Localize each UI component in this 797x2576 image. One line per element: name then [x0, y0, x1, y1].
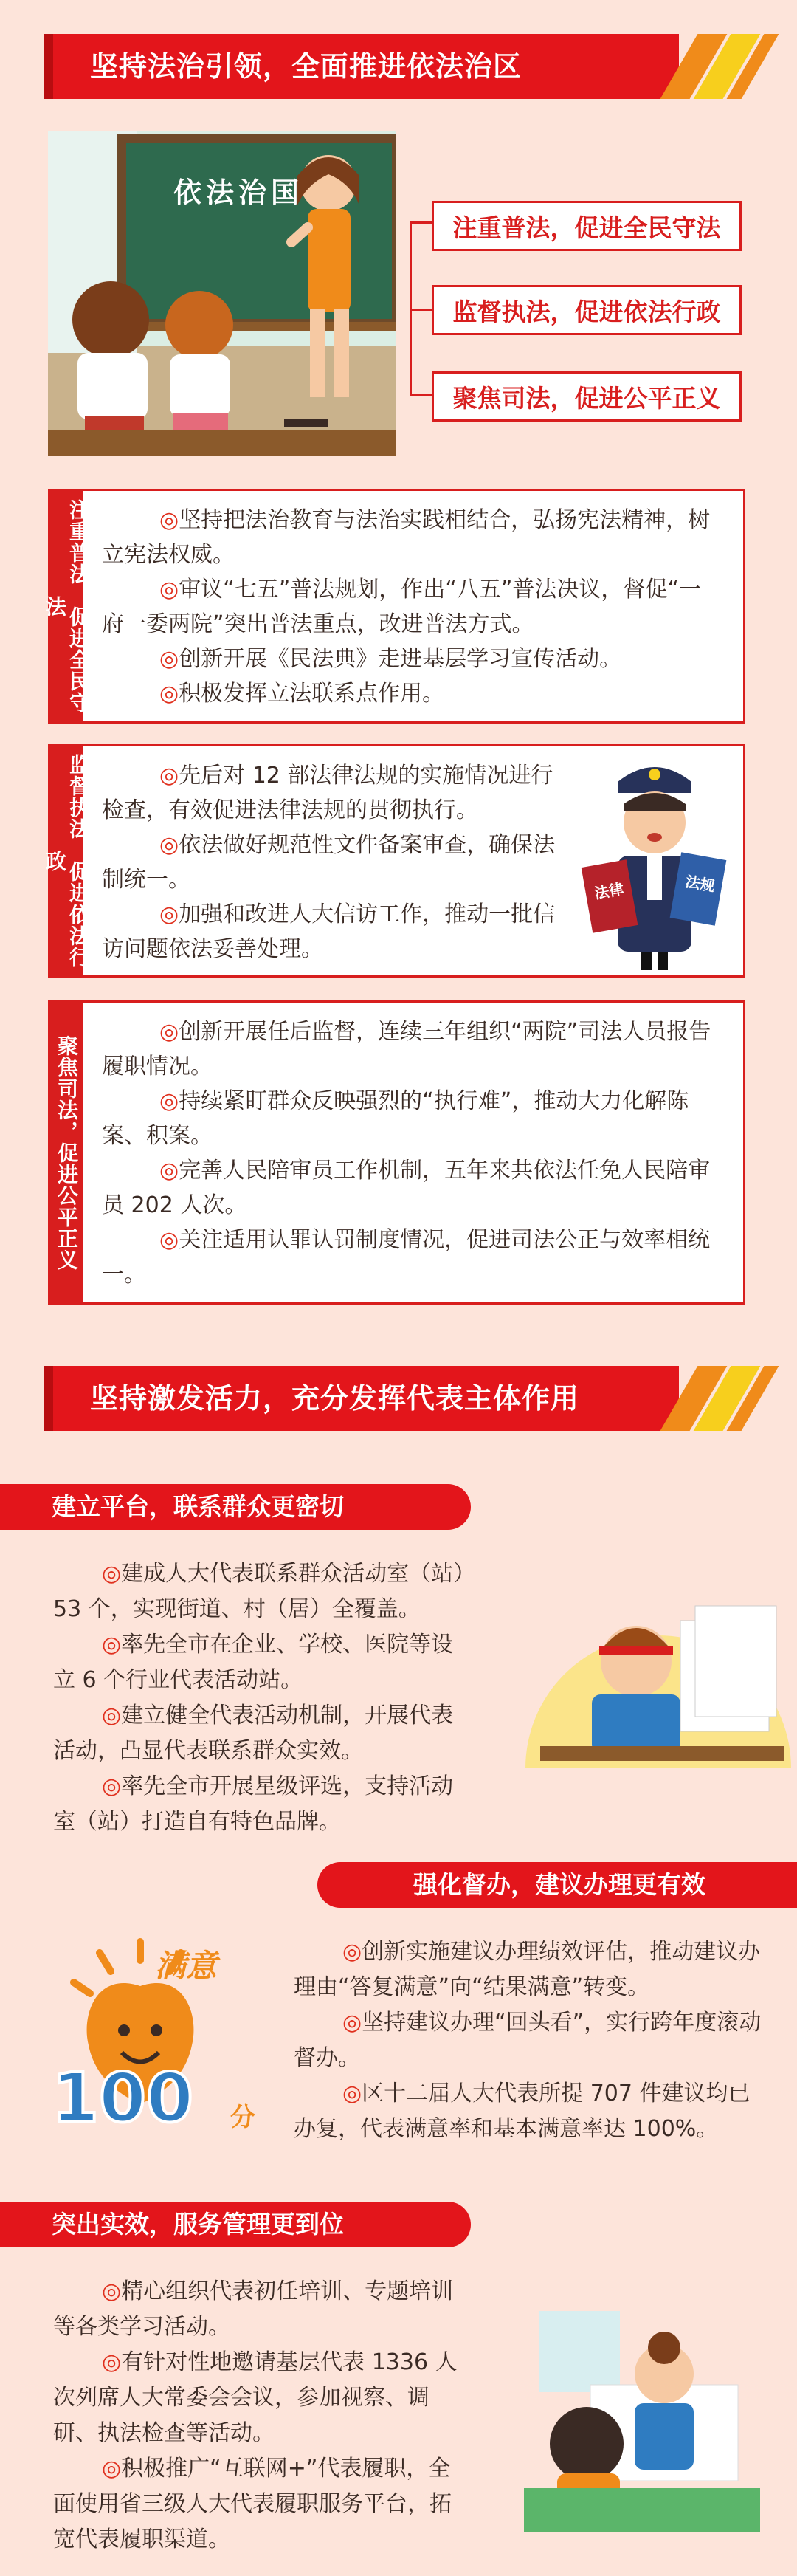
- section1-banner: [44, 34, 753, 99]
- list-item: ◎创新开展《民法典》走进基层学习宣传活动。: [159, 646, 622, 672]
- list-item: ◎精心组织代表初任培训、专题培训等各类学习活动。: [53, 2278, 454, 2340]
- satisfaction-badge: [30, 1927, 266, 2149]
- panel-sifa: [48, 1000, 745, 1305]
- badge-unit: 分: [230, 2103, 255, 2132]
- worker-illustration: [511, 1576, 797, 1768]
- list-item: ◎区十二届人大代表所提 707 件建议均已办复，代表满意率和基本满意率达 100%。: [294, 2081, 751, 2142]
- block-service-list: [53, 2274, 466, 2558]
- list-item: ◎依法做好规范性文件备案审查，确保法制统一。: [102, 832, 556, 893]
- pill-sifa: 聚焦司法，促进公平正义: [432, 371, 742, 422]
- panel-zhifa: [43, 744, 745, 978]
- list-item: ◎持续紧盯群众反映强烈的“执行难”，推动大力化解陈案、积案。: [102, 1088, 689, 1149]
- section2-banner: [44, 1366, 753, 1431]
- list-item: ◎加强和改进人大信访工作，推动一批信访问题依法妥善处理。: [102, 901, 556, 962]
- pill-pufa: 注重普法，促进全民守法: [432, 201, 742, 251]
- panel-side-label: 注重普法，促进全民守法: [50, 491, 83, 721]
- section2-title: 坚持激发活力，充分发挥代表主体作用: [90, 1382, 580, 1415]
- list-item: ◎积极发挥立法联系点作用。: [159, 681, 445, 707]
- block-supervise-list: [294, 1934, 766, 2147]
- block-supervise-title: 强化督办，建议办理更有效: [317, 1862, 797, 1908]
- list-item: ◎建成人大代表联系群众活动室（站）53 个，实现街道、村（居）全覆盖。: [53, 1561, 465, 1622]
- list-item: ◎率先全市开展星级评选，支持活动室（站）打造自有特色品牌。: [53, 1773, 454, 1835]
- badge-number: 100: [52, 2058, 194, 2137]
- blackboard-text: 依法治国: [173, 176, 304, 209]
- list-item: ◎有针对性地邀请基层代表 1336 人次列席人大常委会会议，参加视察、调研、执法检查等活动。: [53, 2349, 458, 2446]
- classroom-illustration: [48, 131, 396, 456]
- section1-title: 坚持法治引领，全面推进依法治区: [90, 50, 522, 83]
- book-falv: 法律: [593, 879, 626, 903]
- list-item: ◎审议“七五”普法规划，作出“八五”普法决议，督促“一府一委两院”突出普法重点，改进普法方式。: [102, 577, 701, 637]
- list-item: ◎先后对 12 部法律法规的实施情况进行检查，有效促进法律法规的贯彻执行。: [102, 763, 553, 823]
- officer-illustration: [581, 752, 728, 974]
- pill-zhifa: 监督执法，促进依法行政: [432, 285, 742, 335]
- list-item: ◎率先全市在企业、学校、医院等设立 6 个行业代表活动站。: [53, 1632, 454, 1693]
- list-item: ◎完善人民陪审员工作机制，五年来共依法任免人民陪审员 202 人次。: [102, 1158, 711, 1218]
- list-item: ◎创新开展任后监督，连续三年组织“两院”司法人员报告履职情况。: [102, 1019, 711, 1079]
- list-item: ◎建立健全代表活动机制，开展代表活动，凸显代表联系群众实效。: [53, 1703, 454, 1764]
- panel-pufa: [43, 489, 745, 724]
- block-platform-title: 建立平台，联系群众更密切: [0, 1484, 471, 1530]
- list-item: ◎积极推广“互联网+”代表履职，全面使用省三级人大代表履职服务平台，拓宽代表履职渠道。: [53, 2456, 452, 2552]
- list-item: ◎坚持建议办理“回头看”，实行跨年度滚动督办。: [294, 2010, 762, 2071]
- book-fagui: 法规: [683, 872, 717, 896]
- block-service-title: 突出实效，服务管理更到位: [0, 2202, 471, 2247]
- panel-side-label: 监督执法，促进依法行政: [50, 746, 83, 975]
- list-item: ◎关注适用认罪认罚制度情况，促进司法公正与效率相统一。: [102, 1227, 711, 1288]
- badge-top-text: 满意: [155, 1948, 218, 1984]
- panel-side-label: 聚焦司法，促进公平正义: [50, 1003, 83, 1302]
- training-illustration: [517, 2304, 760, 2532]
- list-item: ◎创新实施建议办理绩效评估，推动建议办理由“答复满意”向“结果满意”转变。: [294, 1939, 761, 2000]
- list-item: ◎坚持把法治教育与法治实践相结合，弘扬宪法精神，树立宪法权威。: [102, 507, 711, 568]
- block-platform-list: [53, 1556, 466, 1840]
